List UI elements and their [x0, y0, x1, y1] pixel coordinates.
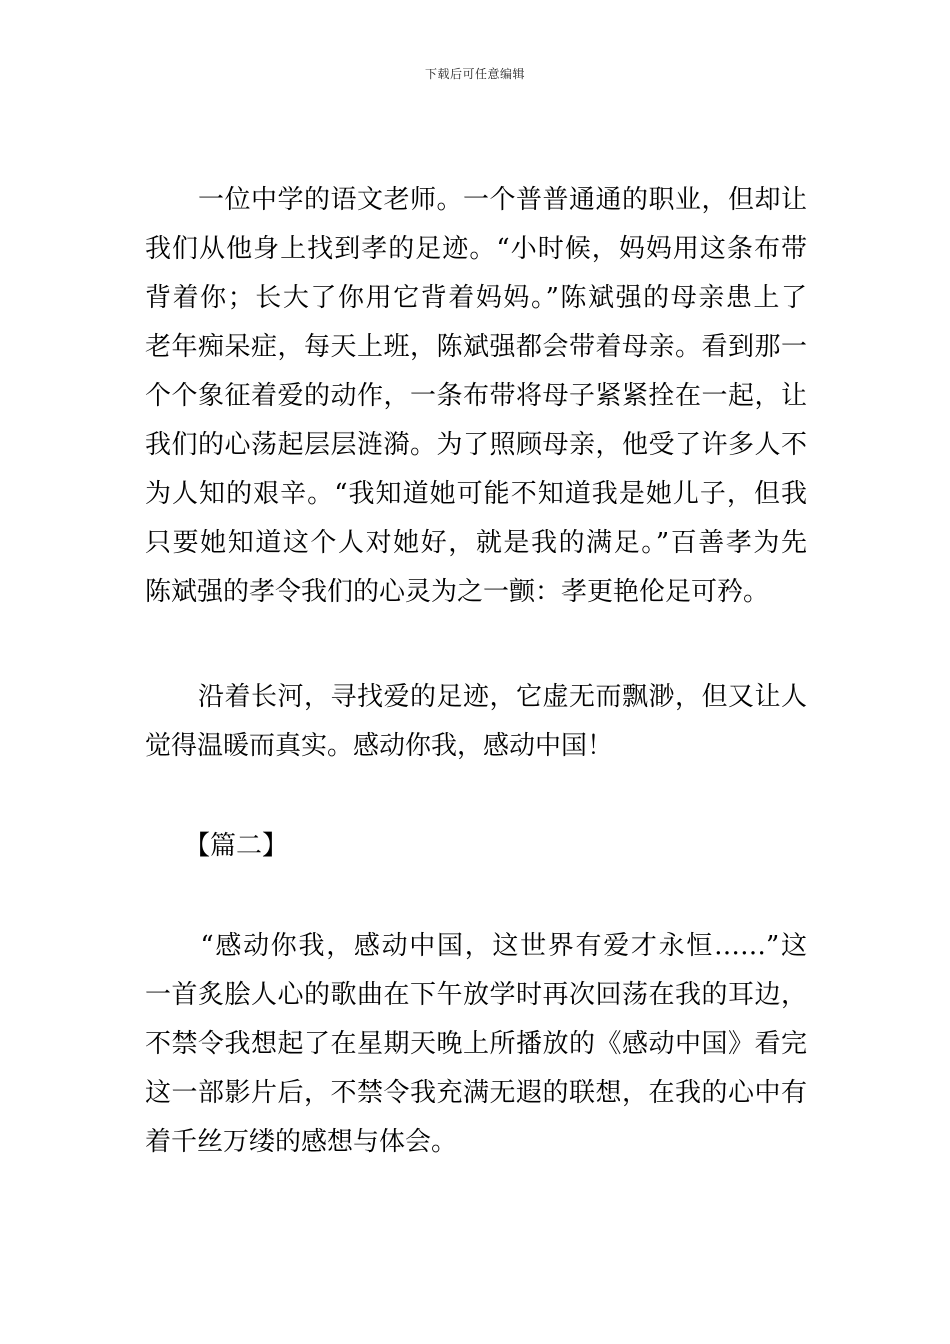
section-heading: [145, 822, 807, 871]
text-line: 沿着长河，寻找爱的足迹，它虚无而飘渺，但又让人: [145, 682, 807, 712]
text-line: 一位中学的语文老师。一个普普通通的职业，但却让: [145, 185, 807, 215]
text-line: 这一部影片后，不禁令我充满无遐的联想，在我的心中有: [145, 1078, 807, 1108]
text-line: 背着你；长大了你用它背着妈妈。”陈斌强的母亲患上了: [145, 283, 807, 313]
text-line: 为人知的艰辛。“我知道她可能不知道我是她儿子，但我: [145, 479, 807, 509]
text-line: 着千丝万缕的感想与体会。: [145, 1127, 458, 1157]
text-line: 一首炙脍人心的歌曲在下午放学时再次回荡在我的耳边，: [145, 980, 807, 1010]
paragraph-2: [145, 673, 807, 771]
paragraph-1: [145, 176, 807, 617]
paragraph-3: [145, 922, 807, 1167]
text-line: 觉得温暖而真实。感动你我，感动中国！: [145, 731, 614, 761]
text-line: 我们从他身上找到孝的足迹。“小时候，妈妈用这条布带: [145, 234, 807, 264]
text-line: 老年痴呆症，每天上班，陈斌强都会带着母亲。看到那一: [145, 332, 807, 362]
section-title: 【篇二】: [145, 831, 289, 861]
text-line: 不禁令我想起了在星期天晚上所播放的《感动中国》看完: [145, 1029, 807, 1059]
text-line: 我们的心荡起层层涟漪。为了照顾母亲，他受了许多人不: [145, 430, 807, 460]
text-line: 个个象征着爱的动作，一条布带将母子紧紧拴在一起，让: [145, 381, 807, 411]
text-line: 只要她知道这个人对她好，就是我的满足。”百善孝为先: [145, 528, 807, 558]
page-header: 下载后可任意编辑: [424, 67, 525, 81]
text-line: 陈斌强的孝令我们的心灵为之一颤：孝更艳伦足可矜。: [145, 577, 770, 607]
text-line: “感动你我，感动中国，这世界有爱才永恒……”这: [145, 931, 807, 961]
